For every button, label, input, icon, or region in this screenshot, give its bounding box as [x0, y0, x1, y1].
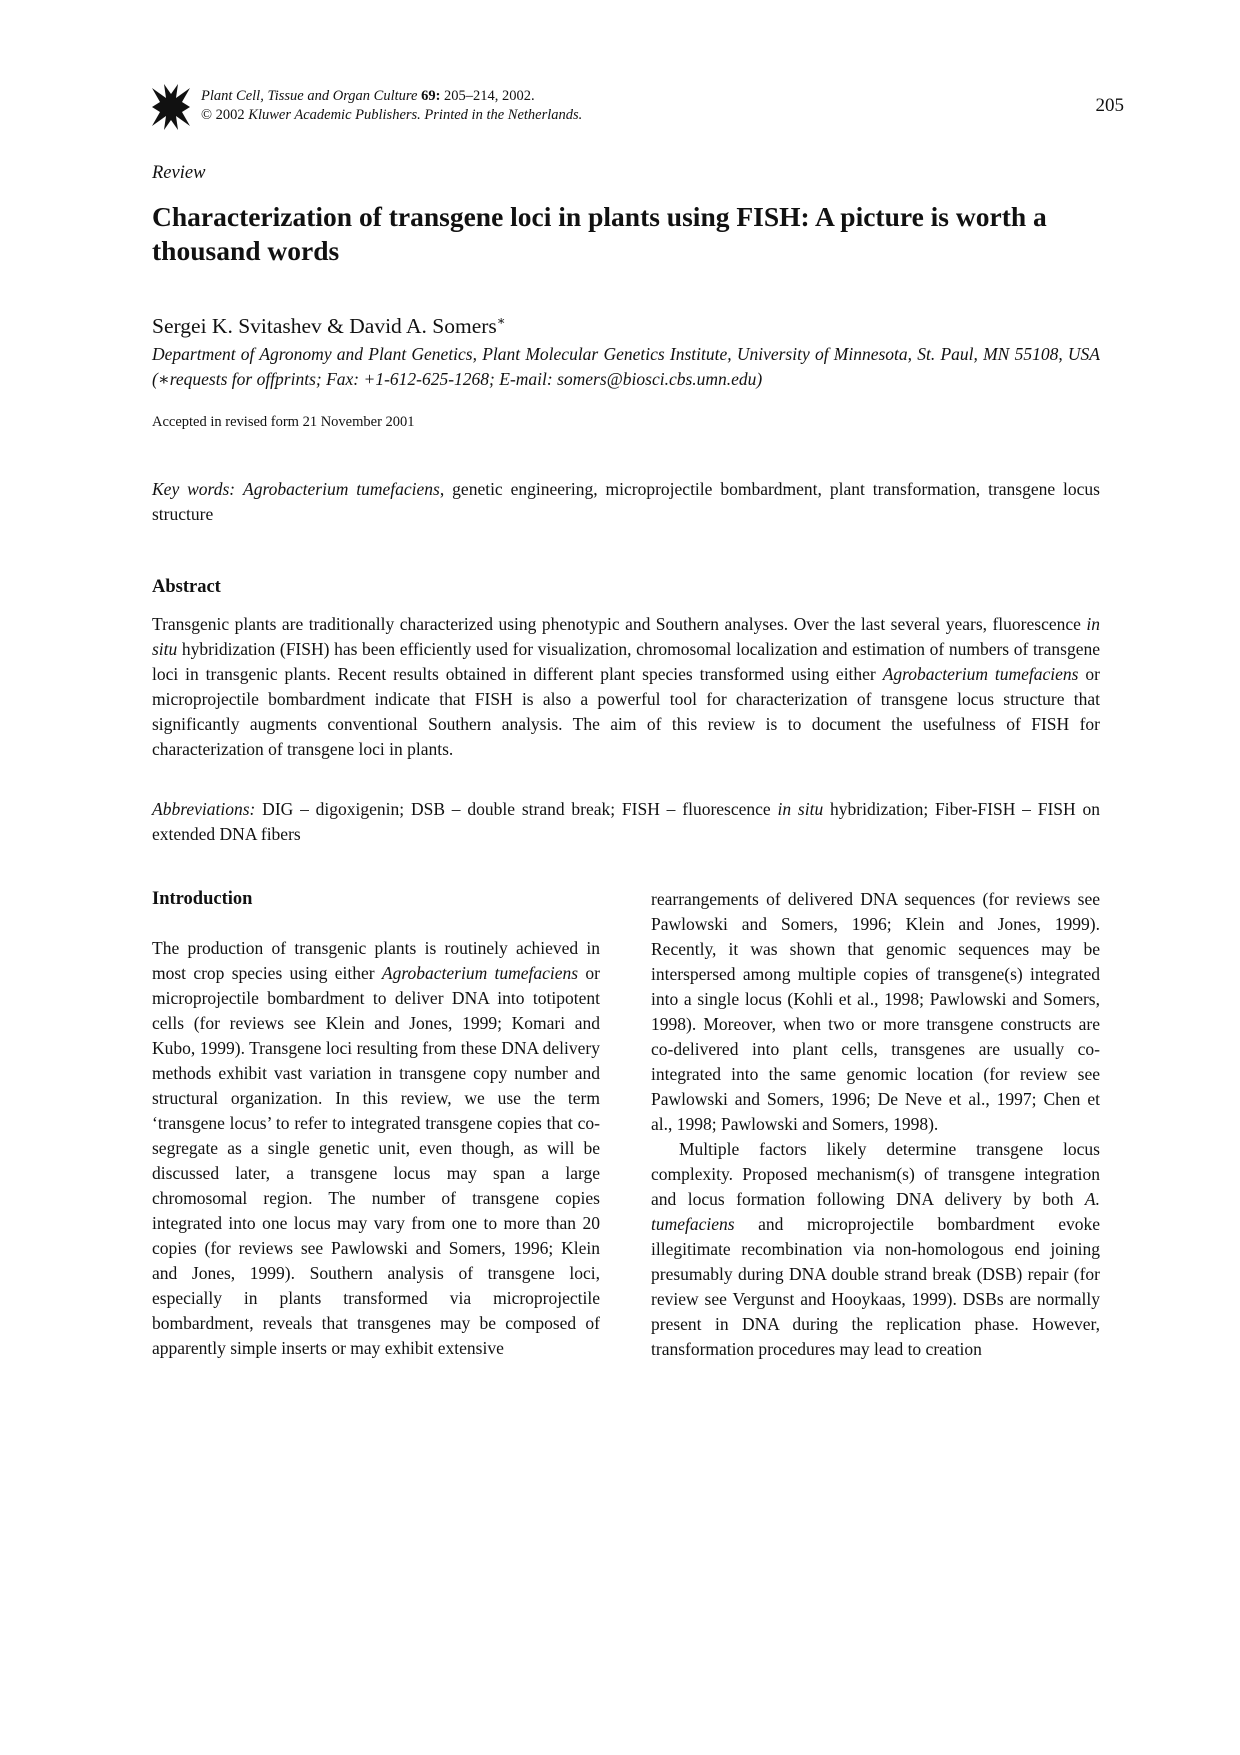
- intro-right-italic: A. tumefaciens: [651, 1189, 1100, 1234]
- publisher: Kluwer Academic Publishers.: [248, 107, 421, 123]
- journal-citation: [201, 87, 582, 125]
- printed-in: Printed in the Netherlands.: [424, 107, 583, 123]
- abbreviations: [152, 797, 1100, 847]
- abstract-text-3: or microprojectile bombardment indicate that FISH is also a powerful tool for characterization of transgene locus structure that significantly augments conventional Southern analysis. The aim of this review is to document the usefulness of FISH for characterization of transgene loci in plants.: [152, 664, 1100, 759]
- accepted-date: Accepted in revised form 21 November 2001: [152, 414, 415, 430]
- abstract-body: [152, 612, 1100, 762]
- page-number: 205: [1095, 95, 1124, 116]
- abstract-italic-1: in situ: [152, 614, 1100, 659]
- abbreviations-italic: in situ: [777, 799, 824, 819]
- intro-left-text-1: The production of transgenic plants is routinely achieved in most crop species using either: [152, 938, 600, 983]
- authors: [152, 313, 506, 339]
- affiliation: Department of Agronomy and Plant Genetics, Plant Molecular Genetics Institute, University of Minnesota, St. Paul, MN 55108, USA (∗requests for offprints; Fax: +1-612-625-1268; E-mail: somers@biosci.cbs.umn.edu): [152, 344, 1100, 389]
- author-names: Sergei K. Svitashev & David A. Somers: [152, 314, 497, 339]
- journal-line-2: [201, 106, 582, 125]
- abstract-text-2: hybridization (FISH) has been efficiently used for visualization, chromosomal localization and estimation of numbers of transgene loci in transgenic plants. Recent results obtained in different plant species transformed using either: [152, 639, 1100, 684]
- keywords-label: Key words:: [152, 479, 236, 499]
- keywords-italic: Agrobacterium tumefaciens: [243, 479, 440, 499]
- publisher-logo: [152, 84, 190, 130]
- copyright-year: 2002: [215, 107, 245, 123]
- keywords: [152, 477, 1100, 527]
- introduction-left-column: [152, 936, 600, 1361]
- intro-left-italic: Agrobacterium tumefaciens: [381, 963, 579, 983]
- abbreviations-text-1: DIG – digoxigenin; DSB – double strand break; FISH – fluorescence: [255, 799, 778, 819]
- intro-right-text-1: Multiple factors likely determine transgene locus complexity. Proposed mechanism(s) of transgene integration and locus formation following DNA delivery by both: [651, 1139, 1100, 1209]
- article-title: Characterization of transgene loci in plants using FISH: A picture is worth a thousand words: [152, 201, 1047, 266]
- keywords-rest: , genetic engineering, microprojectile bombardment, plant transformation, transgene locus structure: [152, 479, 1100, 524]
- journal-line-1: [201, 87, 582, 106]
- copyright-symbol: ©: [201, 107, 213, 123]
- journal-pages: 205–214, 2002.: [444, 88, 535, 104]
- intro-right-text-2: and microprojectile bombardment evoke illegitimate recombination via non-homologous end joining presumably during DNA double strand break (DSB) repair (for review see Vergunst and Hooykaas, 1999). DSBs are normally present in DNA during the replication phase. However, transformation procedures may lead to creation: [651, 1214, 1100, 1359]
- abbreviations-label: Abbreviations:: [152, 799, 256, 819]
- section-label: Review: [152, 163, 206, 183]
- introduction-right-column: [651, 887, 1100, 1362]
- abbreviations-text-2: hybridization; Fiber-FISH – FISH on extended DNA fibers: [152, 799, 1100, 844]
- journal-volume: 69:: [421, 88, 441, 104]
- abstract-heading: Abstract: [152, 577, 221, 597]
- abstract-italic-2: Agrobacterium tumefaciens: [882, 664, 1079, 684]
- intro-right-paragraph-1: rearrangements of delivered DNA sequences (for reviews see Pawlowski and Somers, 1996; Klein and Jones, 1999). Recently, it was shown that genomic sequences may be interspersed among multiple copies of transgene(s) integrated into a single locus (Kohli et al., 1998; Pawlowski and Somers, 1998). Moreover, when two or more transgene constructs are co-delivered into plant cells, transgenes are usually co-integrated into the same genomic location (for review see Pawlowski and Somers, 1996; De Neve et al., 1997; Chen et al., 1998; Pawlowski and Somers, 1998).: [651, 889, 1100, 1134]
- intro-right-paragraph-2: [651, 1137, 1100, 1362]
- introduction-heading: Introduction: [152, 889, 253, 909]
- corresponding-mark: ∗: [496, 313, 506, 328]
- journal-name: Plant Cell, Tissue and Organ Culture: [201, 88, 418, 104]
- abstract-text-1: Transgenic plants are traditionally characterized using phenotypic and Southern analyses. Over the last several years, fluorescence: [152, 614, 1087, 634]
- intro-left-text-2: or microprojectile bombardment to deliver DNA into totipotent cells (for reviews see Klein and Jones, 1999; Komari and Kubo, 1999). Transgene loci resulting from these DNA delivery methods exhibit vast variation in transgene copy number and structural organization. In this review, we use the term ‘transgene locus’ to refer to integrated transgene copies that co-segregate as a single genetic unit, even though, as will be discussed later, a transgene locus may span a large chromosomal region. The number of transgene copies integrated into one locus may vary from one to more than 20 copies (for reviews see Pawlowski and Somers, 1996; Klein and Jones, 1999). Southern analysis of transgene loci, especially in plants transformed via microprojectile bombardment, reveals that transgenes may be composed of apparently simple inserts or may exhibit extensive: [152, 963, 600, 1358]
